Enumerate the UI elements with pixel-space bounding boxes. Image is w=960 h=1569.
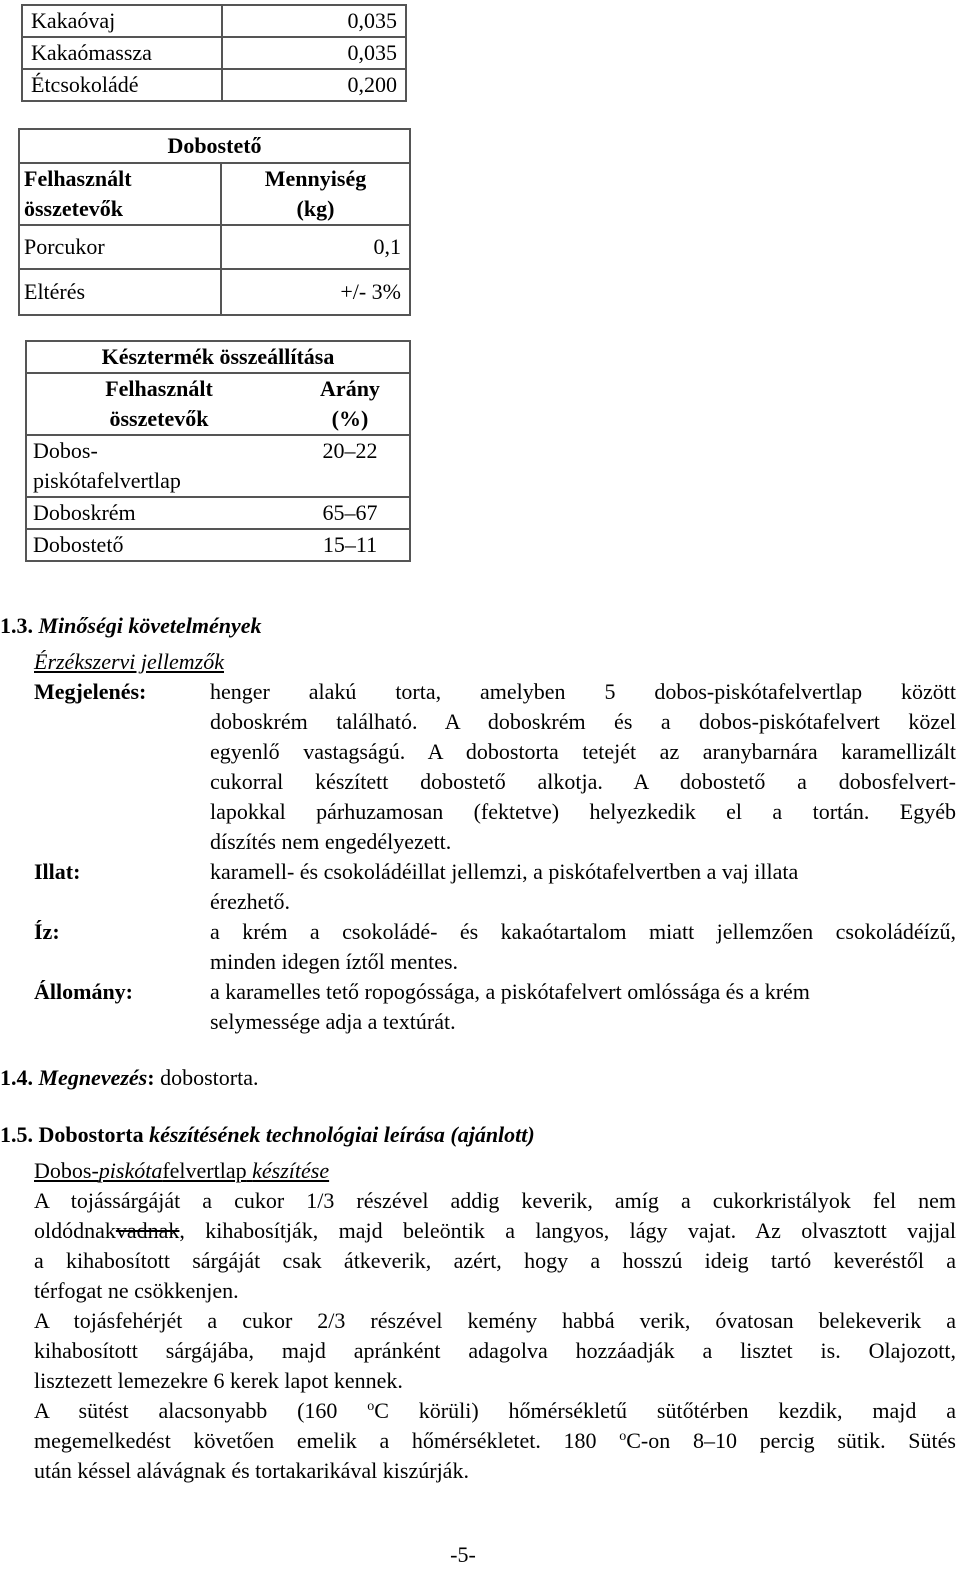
paragraph-line: a kihabosított sárgáját csak átkeverik, azért, hogy a hosszú ideig tartó keveréstől a — [34, 1248, 956, 1273]
table-row — [22, 69, 406, 101]
label-iz: Íz: — [34, 919, 60, 944]
text-line: doboskrém található. A doboskrém és a dobos-piskótafelvert közel — [210, 709, 956, 734]
table-row — [19, 269, 410, 315]
component-name — [26, 435, 291, 497]
header-line: (kg) — [296, 196, 335, 221]
header-line: összetevők — [109, 406, 209, 431]
paragraph-line: után késsel alávágnak és tortakarikával kiszúrják. — [34, 1458, 469, 1483]
paragraph-line — [34, 1216, 956, 1246]
table-row — [26, 529, 410, 561]
subheading-part: készítése — [252, 1158, 330, 1183]
label-allomany: Állomány: — [34, 979, 133, 1004]
text-run: megemelkedést követően emelik a hőmérsékletet. 180 — [34, 1428, 620, 1453]
text-line: díszítés nem engedélyezett. — [210, 829, 452, 854]
text-line: érezhető. — [210, 889, 290, 914]
table-row — [26, 435, 410, 497]
ingredient-name: Étcsokoládé — [22, 69, 222, 101]
ingredient-quantity: 0,200 — [222, 69, 406, 101]
column-header-quantity — [221, 163, 410, 225]
header-line: Mennyiség — [264, 166, 367, 191]
paragraph-line — [34, 1396, 956, 1426]
colon: : — [147, 1065, 155, 1090]
section-title-bold: Dobostorta — [38, 1122, 144, 1147]
ingredient-quantity: 0,035 — [222, 5, 406, 37]
table-row — [22, 5, 406, 37]
name-line: Dobos- — [33, 438, 98, 463]
subheading-sensory: Érzékszervi jellemzők — [34, 649, 224, 674]
deviation-label: Eltérés — [19, 269, 221, 315]
section-number: 1.3. — [0, 613, 33, 638]
table-title: Késztermék összeállítása — [26, 341, 410, 373]
text-line: minden idegen íztől mentes. — [210, 949, 459, 974]
paragraph-line — [34, 1426, 956, 1456]
component-ratio: 20–22 — [291, 435, 410, 497]
text-run: oldódnak — [34, 1218, 116, 1243]
ingredient-name: Porcukor — [19, 225, 221, 269]
paragraph-line: A tojássárgáját a cukor 1/3 részével addig keverik, amíg a cukorkristályok fel nem — [34, 1188, 956, 1213]
ingredients-table-dobosteto — [18, 128, 411, 316]
text-run: , kihabosítják, majd beleöntik a langyos, lágy vajat. Az olvasztott vajjal — [179, 1218, 956, 1243]
name-line: piskótafelvertlap — [33, 468, 181, 493]
product-name: dobostorta. — [154, 1065, 259, 1090]
paragraph-line: lisztezett lemezekre 6 kerek lapot kennek. — [34, 1368, 403, 1393]
subheading-part: Dobos- — [34, 1158, 99, 1183]
table-row — [26, 497, 410, 529]
section-heading-1-3 — [0, 611, 262, 641]
ingredient-name: Kakaómassza — [22, 37, 222, 69]
subheading-part: felvertlap — [162, 1158, 247, 1183]
label-megjelenes: Megjelenés: — [34, 679, 147, 704]
component-ratio: 15–11 — [291, 529, 410, 561]
subheading-sponge — [34, 1156, 329, 1186]
degree-sup: o — [619, 1429, 627, 1444]
table-row — [19, 225, 410, 269]
component-name: Dobostető — [26, 529, 291, 561]
assembly-ratio-table — [25, 340, 411, 562]
text-line: cukorral készített dobostető alkotja. A dobostető a dobosfelvert- — [210, 769, 956, 794]
header-line: Arány — [320, 376, 380, 401]
subheading-part: piskóta — [98, 1158, 163, 1183]
section-label: Megnevezés — [38, 1065, 148, 1090]
section-title: Minőségi követelmények — [38, 613, 262, 638]
ingredient-quantity: 0,035 — [222, 37, 406, 69]
label-illat: Illat: — [34, 859, 81, 884]
header-line: Felhasznált — [105, 376, 213, 401]
text-line: karamell- és csokoládéillat jellemzi, a piskótafelvertben a vaj illata — [210, 859, 799, 884]
ingredients-table-chocolate — [21, 4, 407, 102]
section-number: 1.5. — [0, 1122, 33, 1147]
ingredient-quantity: 0,1 — [221, 225, 410, 269]
table-title: Dobostető — [19, 129, 410, 163]
component-name: Doboskrém — [26, 497, 291, 529]
paragraph-line: térfogat ne csökkenjen. — [34, 1278, 239, 1303]
header-line: összetevők — [24, 196, 123, 221]
table-row — [22, 37, 406, 69]
degree-sup: o — [367, 1399, 375, 1414]
paragraph-line: A tojásfehérjét a cukor 2/3 részével kemény habbá verik, óvatosan belekeverik a — [34, 1308, 956, 1333]
header-line: (%) — [331, 406, 369, 431]
section-number: 1.4. — [0, 1065, 33, 1090]
text-run: C körüli) hőmérsékletű sütőtérben kezdik, majd a — [374, 1398, 956, 1423]
struck-text: vadnak — [115, 1218, 180, 1243]
header-line: Felhasznált — [24, 166, 132, 191]
text-line: a karamelles tető ropogóssága, a piskótafelvert omlóssága és a krém — [210, 979, 810, 1004]
column-header-ingredients — [26, 373, 291, 435]
text-line: lapokkal párhuzamosan (fektetve) helyezkedik el a tortán. Egyéb — [210, 799, 956, 824]
text-line: selymessége adja a textúrát. — [210, 1009, 456, 1034]
text-run: A sütést alacsonyabb (160 — [34, 1398, 368, 1423]
page-number: -5- — [450, 1542, 476, 1567]
section-heading-1-4 — [0, 1063, 258, 1093]
column-header-ingredients — [19, 163, 221, 225]
text-line: a krém a csokoládé- és kakaótartalom miatt jellemzően csokoládéízű, — [210, 919, 956, 944]
ingredient-name: Kakaóvaj — [22, 5, 222, 37]
deviation-value: +/- 3% — [221, 269, 410, 315]
text-run: C-on 8–10 percig sütik. Sütés — [626, 1428, 956, 1453]
column-header-ratio — [291, 373, 410, 435]
section-heading-1-5 — [0, 1120, 535, 1150]
section-title-italic: készítésének technológiai leírása (ajánlott) — [149, 1122, 535, 1147]
component-ratio: 65–67 — [291, 497, 410, 529]
paragraph-line: kihabosított sárgájába, majd apránként adagolva hozzáadják a lisztet is. Olajozott, — [34, 1338, 956, 1363]
text-line: henger alakú torta, amelyben 5 dobos-piskótafelvertlap között — [210, 679, 956, 704]
text-line: egyenlő vastagságú. A dobostorta tetejét az aranybarnára karamellizált — [210, 739, 956, 764]
